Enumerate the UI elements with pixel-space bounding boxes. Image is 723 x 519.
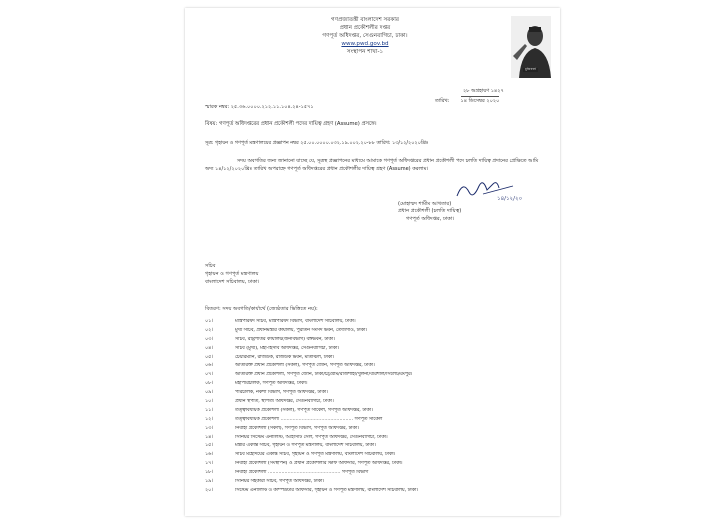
- list-item: [205, 399, 550, 408]
- date-block: [435, 88, 504, 105]
- date-bengali: ২৮ অগ্রহায়ণ ১৪২৭: [463, 88, 504, 94]
- section-name: সংস্থাপন শাখা-১: [346, 49, 384, 56]
- letter-page: [185, 8, 560, 516]
- distribution-heading: বিতরণ: সদয় অবগতি/কার্যার্থে (জ্যেষ্ঠতার ভিত্তিতে নয়):: [205, 306, 318, 312]
- list-item-number: ১৯।: [205, 479, 213, 485]
- list-item: [205, 470, 550, 479]
- list-item-number: ১৮।: [205, 470, 213, 476]
- subject-line: বিষয়: গণপূর্ত অধিদপ্তরের প্রধান প্রকৌশলী পদের দায়িত্ব গ্রহণ (Assume) প্রসঙ্গে।: [205, 121, 377, 127]
- list-item-number: ০৯।: [205, 390, 213, 396]
- list-item-text: পরিচালক, নকশা বিভাগ, গণপূর্ত অধিদপ্তর, ঢাকা।: [235, 390, 328, 396]
- list-item-number: ০৭।: [205, 372, 213, 378]
- signatory-office: গণপূর্ত অধিদপ্তর, ঢাকা।: [406, 215, 455, 222]
- list-item-text: তত্ত্বাবধায়ক প্রকৌশলী (সকল), গণপূর্ত সার্কেল, গণপূর্ত অধিদপ্তর, ঢাকা।: [235, 407, 373, 413]
- letterhead: [245, 16, 485, 57]
- list-item: [205, 408, 550, 417]
- list-item-text: অতিরিক্ত প্রধান প্রকৌশলী (সকল), গণপূর্ত জোন, গণপূর্ত অধিদপ্তর, ঢাকা।: [235, 363, 375, 369]
- recipient-ministry: গৃহায়ন ও গণপূর্ত মন্ত্রণালয়: [205, 271, 259, 278]
- list-item-number: ০৬।: [205, 363, 213, 369]
- list-item-text: সিনিয়র সহকারী সচিব, গণপূর্ত অধিদপ্তর, ঢাকা।: [235, 479, 325, 485]
- date-label: তারিখ:: [435, 97, 450, 104]
- list-item-text: সচিব, রাষ্ট্রপতির কার্যালয়(জনবিভাগ) বঙ্গভবন, ঢাকা।: [235, 336, 335, 342]
- list-item-number: ১১।: [205, 407, 213, 413]
- portrait-photo: [511, 16, 551, 78]
- list-item-text: মহাপরিচালক, গণপূর্ত অধিদপ্তর, ঢাকা।: [235, 381, 308, 387]
- stamp-label: মুজিববর্ষ: [525, 67, 536, 71]
- list-item-number: ০৫।: [205, 354, 213, 360]
- list-item-number: ০১।: [205, 319, 213, 324]
- distribution-list: [205, 319, 550, 497]
- list-item: [205, 435, 550, 444]
- recipient-location: বাংলাদেশ সচিবালয়, ঢাকা।: [205, 279, 260, 286]
- date-english: ১৪ ডিসেম্বর ২০২০: [460, 97, 500, 104]
- list-item-number: ১৬।: [205, 452, 213, 458]
- list-item-text: সিনিয়র সিস্টেম এনালিস্ট, আইসিটি সেল, গণপূর্ত অধিদপ্তর, সেগুনবাগিচা, ঢাকা।: [235, 434, 388, 440]
- list-item: [205, 426, 550, 435]
- list-item-text: চেয়ারম্যান, রাজউক, রাজউক ভবন, মতিঝিল, ঢাকা।: [235, 354, 335, 360]
- office-address: গণপূর্ত অধিদপ্তর, সেগুনবাগিচা, ঢাকা।: [322, 33, 408, 40]
- list-item-number: ০৪।: [205, 345, 213, 351]
- list-item: [205, 346, 550, 355]
- list-item: [205, 319, 550, 328]
- list-item-text: মুখ্য সচিব, প্রধানমন্ত্রীর কার্যালয়, পুরাতন সংসদ ভবন, তেজগাঁও, ঢাকা।: [235, 327, 368, 333]
- govt-title: গণপ্রজাতন্ত্রী বাংলাদেশ সরকার: [331, 17, 399, 23]
- list-item: [205, 479, 550, 488]
- list-item-number: ০৩।: [205, 336, 213, 342]
- list-item: [205, 372, 550, 381]
- list-item-number: ২০।: [205, 487, 213, 493]
- list-item: [205, 381, 550, 390]
- memo-number: স্মারক নম্বর: ২৫.৩৬.০০০০.২১২.১১.১০৪.২৪-১৫৭১: [205, 104, 314, 110]
- list-item: [205, 488, 550, 497]
- recipient-address: [205, 262, 259, 286]
- list-item: [205, 390, 550, 399]
- body-paragraph: সদয় অবগতির জন্য জানানো যাচ্ছে যে, সূত্রস্থ প্রজ্ঞাপনের মাধ্যমে আমাকে গণপূর্ত অধিদপ্তরের প্রধান প্রকৌশলী পদে চলতি দায়িত্ব প্রদানের প্রেক্ষিতে আমি অদ্য ১৪/১২/২০২০খ্রিঃ তারিখ অপরাহ্নে গণপূর্ত অধিদপ্তরের প্রধান প্রকৌশলীর দায়িত্ব গ্রহণ (Assume) করলাম।: [205, 158, 539, 172]
- signatory-block: [398, 201, 461, 223]
- recipient-title: সচিব: [205, 263, 216, 269]
- list-item-text: সিস্টেম এনালিস্ট ও কম্পিউটার অফিসার, গৃহায়ন ও গণপূর্ত মন্ত্রণালয়, বাংলাদেশ সচিবালয়, ঢাকা।: [235, 487, 419, 493]
- signature-scribble: [453, 176, 523, 204]
- list-item: [205, 452, 550, 461]
- list-item: [205, 337, 550, 346]
- list-item: [205, 417, 550, 426]
- list-item-text: মন্ত্রীর একান্ত সচিব, গৃহায়ন ও গণপূর্ত মন্ত্রণালয়, বাংলাদেশ সচিবালয়, ঢাকা।: [235, 443, 376, 449]
- list-item-number: ১৪।: [205, 434, 213, 440]
- list-item-text: তত্ত্বাবধায়ক প্রকৌশলী ................................................ গণপূর্ত সার্কেল: [235, 416, 383, 422]
- list-item-text: সচিব মহোদয়ের একান্ত সচিব, গৃহায়ন ও গণপূর্ত মন্ত্রণালয়, বাংলাদেশ সচিবালয়, ঢাকা।: [235, 452, 396, 458]
- list-item: [205, 328, 550, 337]
- signatory-designation: প্রধান প্রকৌশলী (চলতি দায়িত্ব): [398, 208, 462, 215]
- list-item: [205, 461, 550, 470]
- reference-line: সূত্র: গৃহায়ন ও গণপূর্ত মন্ত্রণালয়ের প্রজ্ঞাপন নম্বর ২৫.০০.০০০০.০৩২.১৯.০০২.২০-৮৮ তারিখ: ১৩/১২/২০২০খ্রিঃ: [205, 140, 429, 146]
- list-item-number: ১৩।: [205, 425, 213, 431]
- list-item-text: সচিব (মুখ্য), মহা-হিসাব অধিদপ্তর, সেগুনবাগিচা, ঢাকা।: [235, 345, 340, 351]
- list-item-number: ০২।: [205, 327, 213, 333]
- list-item-text: নির্বাহী প্রকৌশলী (সকল), গণপূর্ত বিভাগ, গণপূর্ত অধিদপ্তর, ঢাকা।: [235, 425, 359, 431]
- list-item-number: ১৫।: [205, 443, 213, 449]
- list-item: [205, 363, 550, 372]
- office-title: প্রধান প্রকৌশলীর দপ্তর: [339, 25, 391, 32]
- signatory-name: (মোহাম্মদ শামীম আখতার): [398, 201, 452, 207]
- list-item-text: নির্বাহী প্রকৌশলী (সংস্থাপন) ও প্রধান প্রকৌশলীর স্টাফ অফিসার, গণপূর্ত অধিদপ্তর, ঢাকা।: [235, 461, 403, 467]
- list-item-text: অতিরিক্ত প্রধান প্রকৌশলী, গণপূর্ত জোন, ঢাকা/চট্টগ্রাম/রাজশাহী/খুলনা/বরিশাল/সিলেট/রংপুর।: [235, 372, 413, 378]
- list-item: [205, 355, 550, 364]
- list-item-text: মন্ত্রিপরিষদ সচিব, মন্ত্রিপরিষদ বিভাগ, বাংলাদেশ সচিবালয়, ঢাকা।: [235, 319, 356, 324]
- list-item: [205, 443, 550, 452]
- list-item-number: ১২।: [205, 416, 213, 422]
- list-item-number: ১০।: [205, 399, 213, 405]
- list-item-number: ১৭।: [205, 461, 213, 467]
- list-item-number: ০৮।: [205, 381, 213, 387]
- list-item-text: প্রধান স্থপতি, স্থাপত্য অধিদপ্তর, সেগুনবাগিচা, ঢাকা।: [235, 399, 334, 405]
- signature-date: ১৪/১২/২০: [497, 196, 523, 202]
- list-item-text: নির্বাহী প্রকৌশলী ................................................ গণপূর্ত বিভাগ: [235, 470, 369, 476]
- website-link[interactable]: www.pwd.gov.bd: [341, 41, 389, 48]
